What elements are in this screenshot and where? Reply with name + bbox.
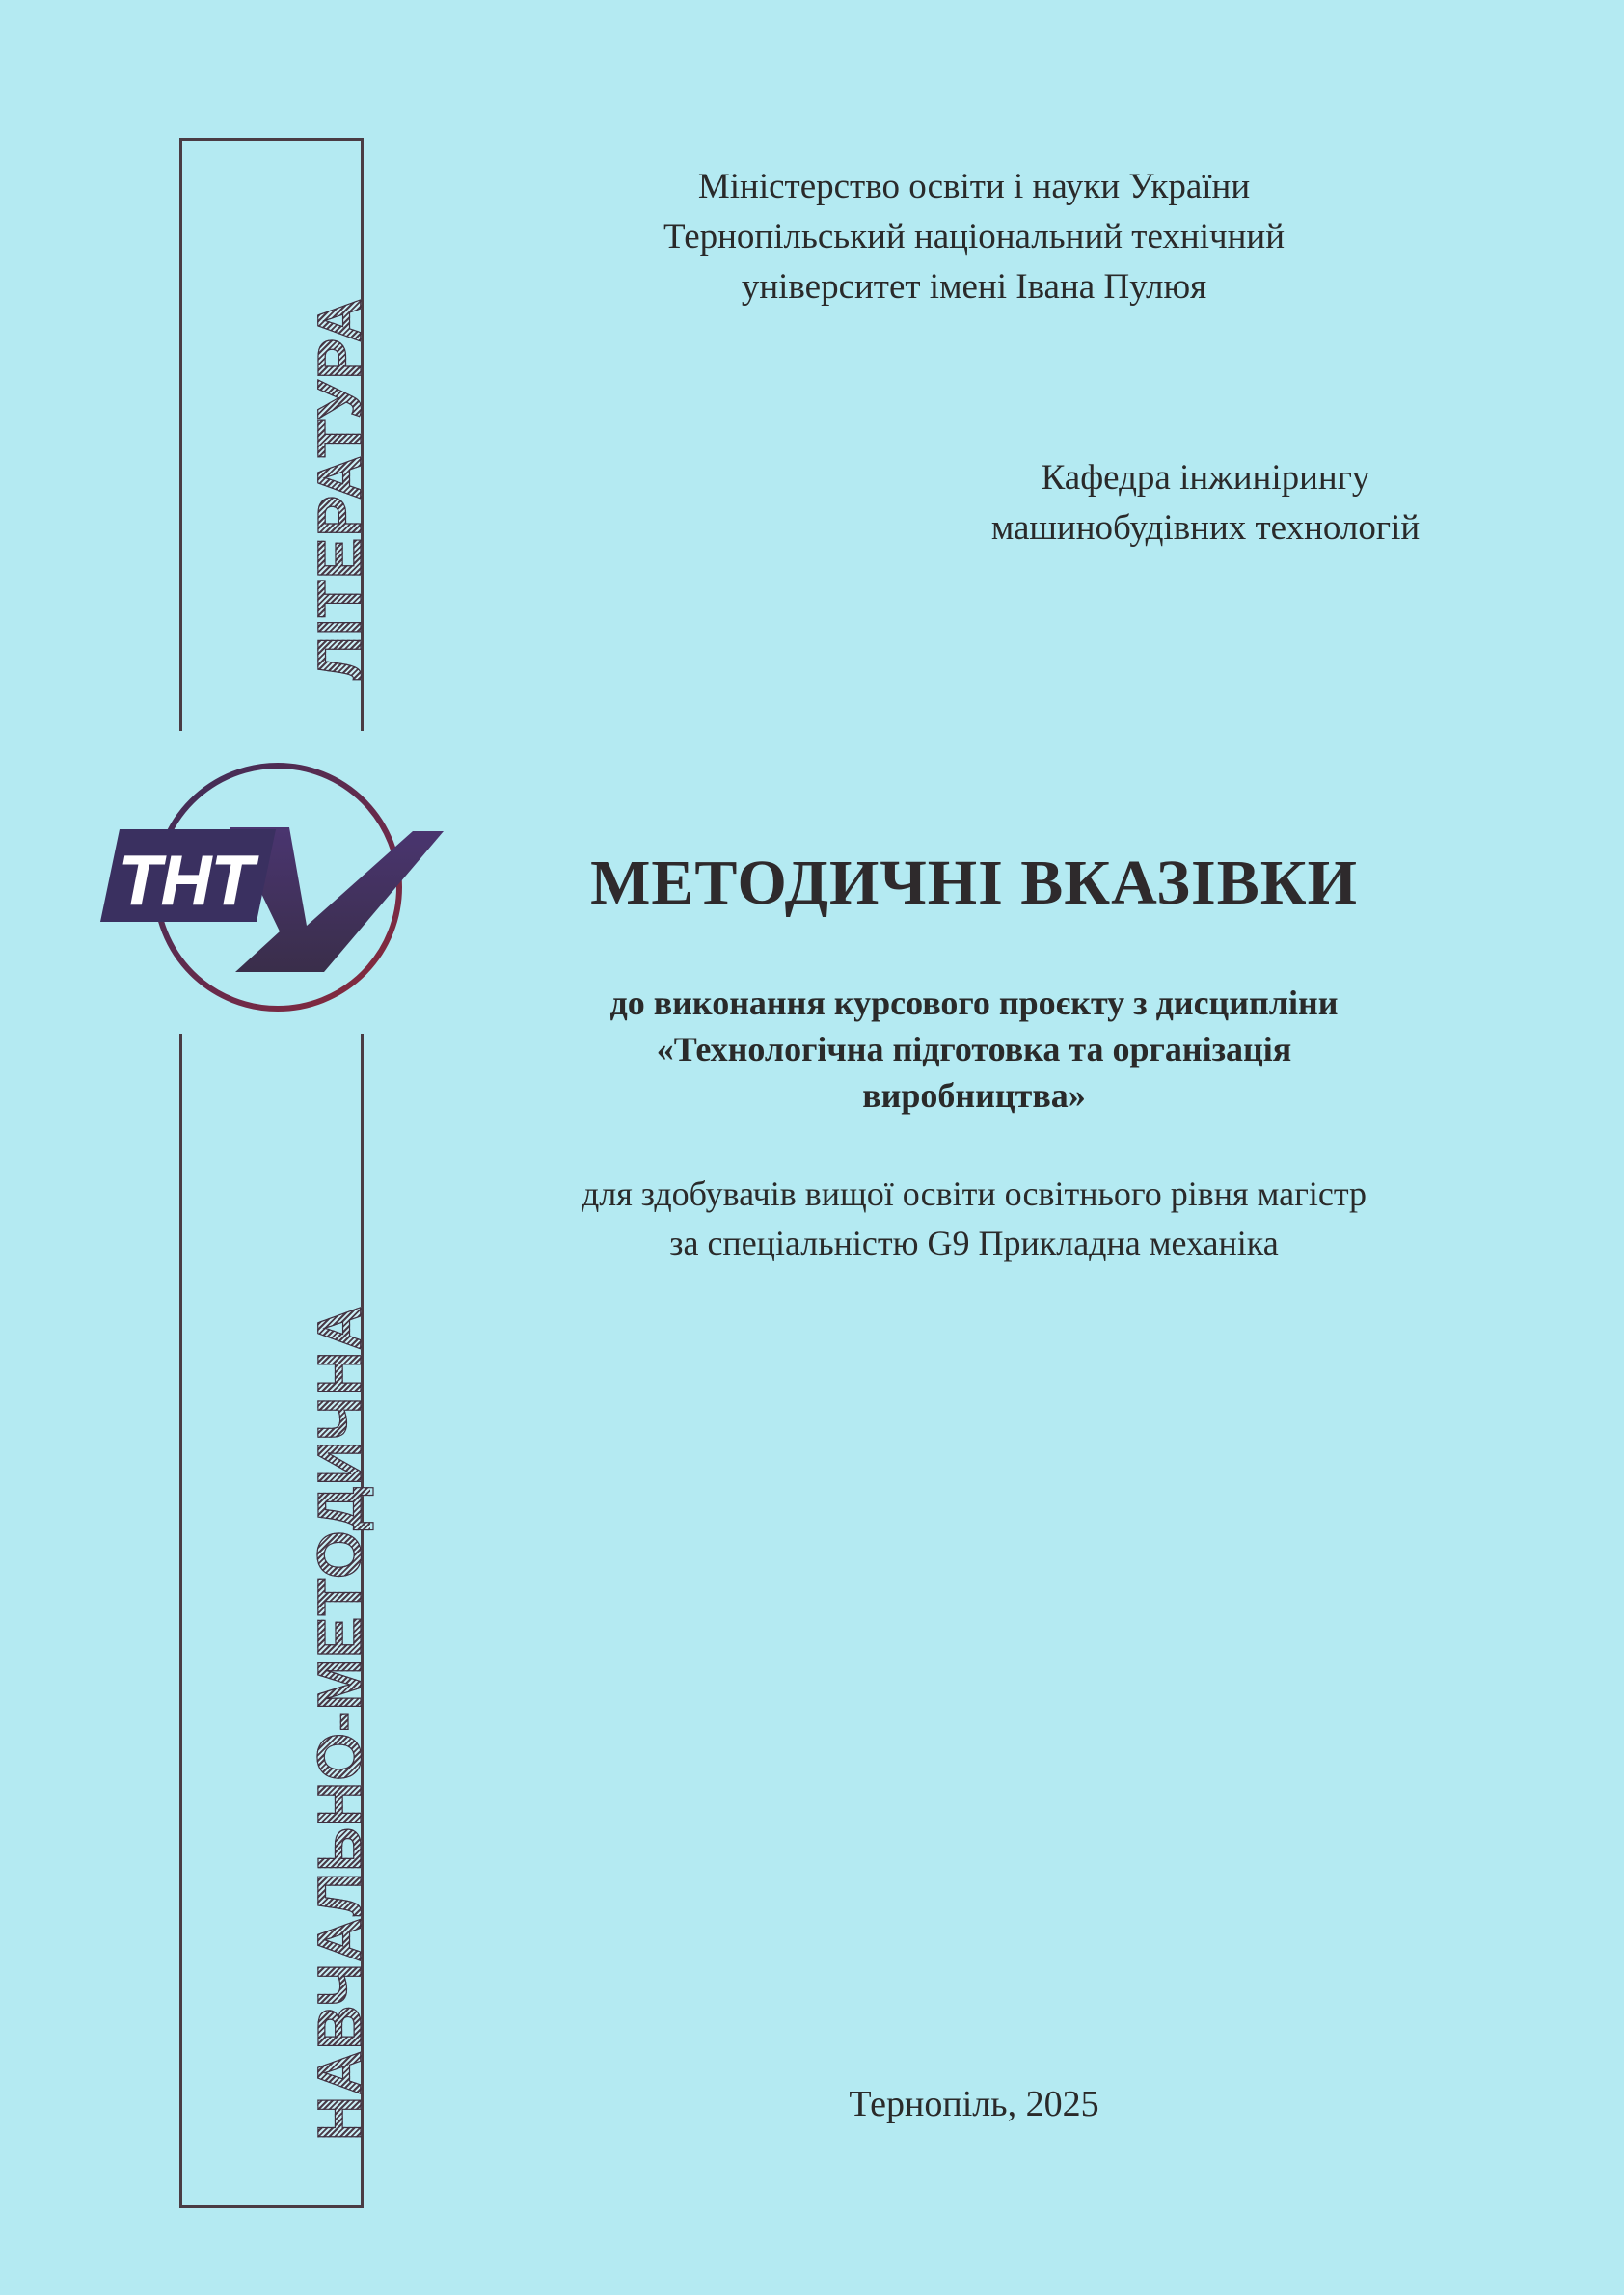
city-year: Тернопіль, 2025 <box>849 2084 1099 2124</box>
audience-line-1: для здобувачів вищої освіти освітнього рівня магістр <box>581 1174 1367 1213</box>
ministry-line-1: Міністерство освіти і науки України <box>697 167 1251 206</box>
subtitle-line-2: «Технологічна підготовка та організація <box>656 1030 1292 1068</box>
page-title: МЕТОДИЧНІ ВКАЗІВКИ <box>590 848 1358 918</box>
subtitle-line-3: виробництва» <box>862 1076 1086 1115</box>
tntu-logo-icon <box>95 742 461 1032</box>
band-text-literatura: ЛІТЕРАТУРА <box>305 297 374 680</box>
band-line-top <box>179 138 364 141</box>
department-line-2: машинобудівних технологій <box>990 508 1421 548</box>
band-line-bottom <box>179 2205 364 2208</box>
band-text-navchalno-metodychna: НАВЧАЛЬНО-МЕТОДИЧНА <box>305 1305 374 2141</box>
band-line-left-upper <box>179 138 182 731</box>
subtitle-line-1: до виконання курсового проєкту з дисципліни <box>609 984 1339 1022</box>
band-line-left-lower <box>179 1034 182 2208</box>
department-line-1: Кафедра інжинірингу <box>1041 458 1370 498</box>
ministry-line-3: університет імені Івана Пулюя <box>741 267 1207 307</box>
logo-text: ТНТ <box>119 843 254 920</box>
ministry-line-2: Тернопільський національний технічний <box>663 217 1285 256</box>
audience-line-2: за спеціальністю G9 Прикладна механіка <box>669 1224 1279 1262</box>
